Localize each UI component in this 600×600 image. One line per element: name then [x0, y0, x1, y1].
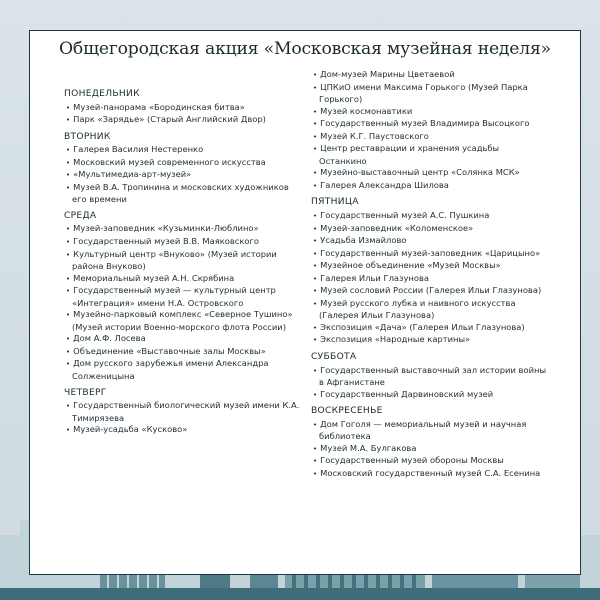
list-item: • Музей-усадьба «Кусково»	[64, 424, 300, 437]
page-title: Общегородская акция «Московская музейная неделя»	[59, 39, 551, 59]
list-item: • Московский музей современного искусства	[64, 157, 300, 170]
day-heading: ПОНЕДЕЛЬНИК	[64, 89, 140, 99]
list-item: • Музей М.А. Булгакова	[311, 443, 547, 456]
list-item: • Музей К.Г. Паустовского	[311, 131, 547, 144]
list-item: • Галерея Александра Шилова	[311, 180, 547, 193]
list-item: • Экспозиция «Дача» (Галерея Ильи Глазунова)	[311, 322, 547, 335]
list-item: • Государственный музей А.С. Пушкина	[311, 210, 547, 223]
day-section-saturday	[311, 352, 547, 401]
day-section-sunday	[311, 406, 547, 480]
list-item: • Дом-музей Марины Цветаевой	[311, 69, 547, 82]
list-item: • Государственный музей — культурный центр «Интеграция» имени Н.А. Островского	[64, 285, 300, 309]
day-heading: ЧЕТВЕРГ	[64, 387, 107, 398]
day-section-monday	[64, 89, 300, 127]
day-heading: СУББОТА	[311, 352, 357, 363]
list-item: • Дом русского зарубежья имени Александра Солженицына	[64, 358, 300, 382]
list-item: • Музей-заповедник «Коломенское»	[311, 223, 547, 236]
announcement-card	[29, 30, 581, 575]
list-item: • «Мультимедиа-арт-музей»	[64, 169, 300, 182]
list-item: • Объединение «Выставочные залы Москвы»	[64, 346, 300, 359]
day-heading: ВТОРНИК	[64, 131, 111, 142]
list-item: • ЦПКиО имени Максима Горького (Музей Парка Горького)	[311, 82, 547, 106]
list-item: • Музейно-выставочный центр «Солянка МСК»	[311, 167, 547, 180]
list-item: • Центр реставрации и хранения усадьбы Останкино	[311, 143, 547, 167]
day-heading: СРЕДА	[64, 210, 97, 221]
day-section-wednesday	[64, 211, 300, 383]
list-item: • Государственный музей Владимира Высоцкого	[311, 118, 547, 131]
list-item: • Усадьба Измайлово	[311, 235, 547, 248]
list-item: • Государственный выставочный зал истории войны в Афганистане	[311, 365, 547, 389]
list-item: • Музейное объединение «Музей Москвы»	[311, 260, 547, 273]
list-item: • Культурный центр «Внуково» (Музей истории района Внуково)	[64, 249, 300, 273]
list-item: • Мемориальный музей А.Н. Скрябина	[64, 273, 300, 286]
list-item: • Музей В.А. Тропинина и московских художников его времени	[64, 182, 300, 206]
list-item: • Государственный музей-заповедник «Царицыно»	[311, 248, 547, 261]
right-column	[311, 69, 547, 481]
list-item: • Экспозиция «Народные картины»	[311, 334, 547, 347]
day-section-thursday-continued	[311, 69, 547, 192]
list-item: • Галерея Василия Нестеренко	[64, 144, 300, 157]
list-item: • Музей космонавтики	[311, 106, 547, 119]
list-item: • Дом А.Ф. Лосева	[64, 333, 300, 346]
list-item: • Государственный Дарвиновский музей	[311, 389, 547, 402]
list-item: • Музей русского лубка и наивного искусства (Галерея Ильи Глазунова)	[311, 298, 547, 322]
list-item: • Государственный биологический музей имени К.А. Тимирязева	[64, 400, 300, 424]
list-item: • Музейно-парковый комплекс «Северное Тушино» (Музей истории Военно-морского флота России)	[64, 309, 300, 333]
day-section-friday	[311, 197, 547, 347]
list-item: • Музей-заповедник «Кузьминки-Люблино»	[64, 223, 300, 236]
list-item: • Государственный музей обороны Москвы	[311, 455, 547, 468]
list-item: • Музей сословий России (Галерея Ильи Глазунова)	[311, 285, 547, 298]
list-item: • Парк «Зарядье» (Старый Английский Двор)	[64, 114, 300, 127]
left-column	[64, 89, 300, 437]
list-item: • Московский государственный музей С.А. Есенина	[311, 468, 547, 481]
list-item: • Государственный музей В.В. Маяковского	[64, 236, 300, 249]
day-heading: ПЯТНИЦА	[311, 197, 359, 208]
day-section-tuesday	[64, 132, 300, 206]
day-section-thursday	[64, 388, 300, 437]
list-item: • Дом Гоголя — мемориальный музей и научная библиотека	[311, 419, 547, 443]
list-item: • Галерея Ильи Глазунова	[311, 273, 547, 286]
list-item: • Музей-панорама «Бородинская битва»	[64, 102, 300, 115]
day-heading: ВОСКРЕСЕНЬЕ	[311, 406, 383, 417]
